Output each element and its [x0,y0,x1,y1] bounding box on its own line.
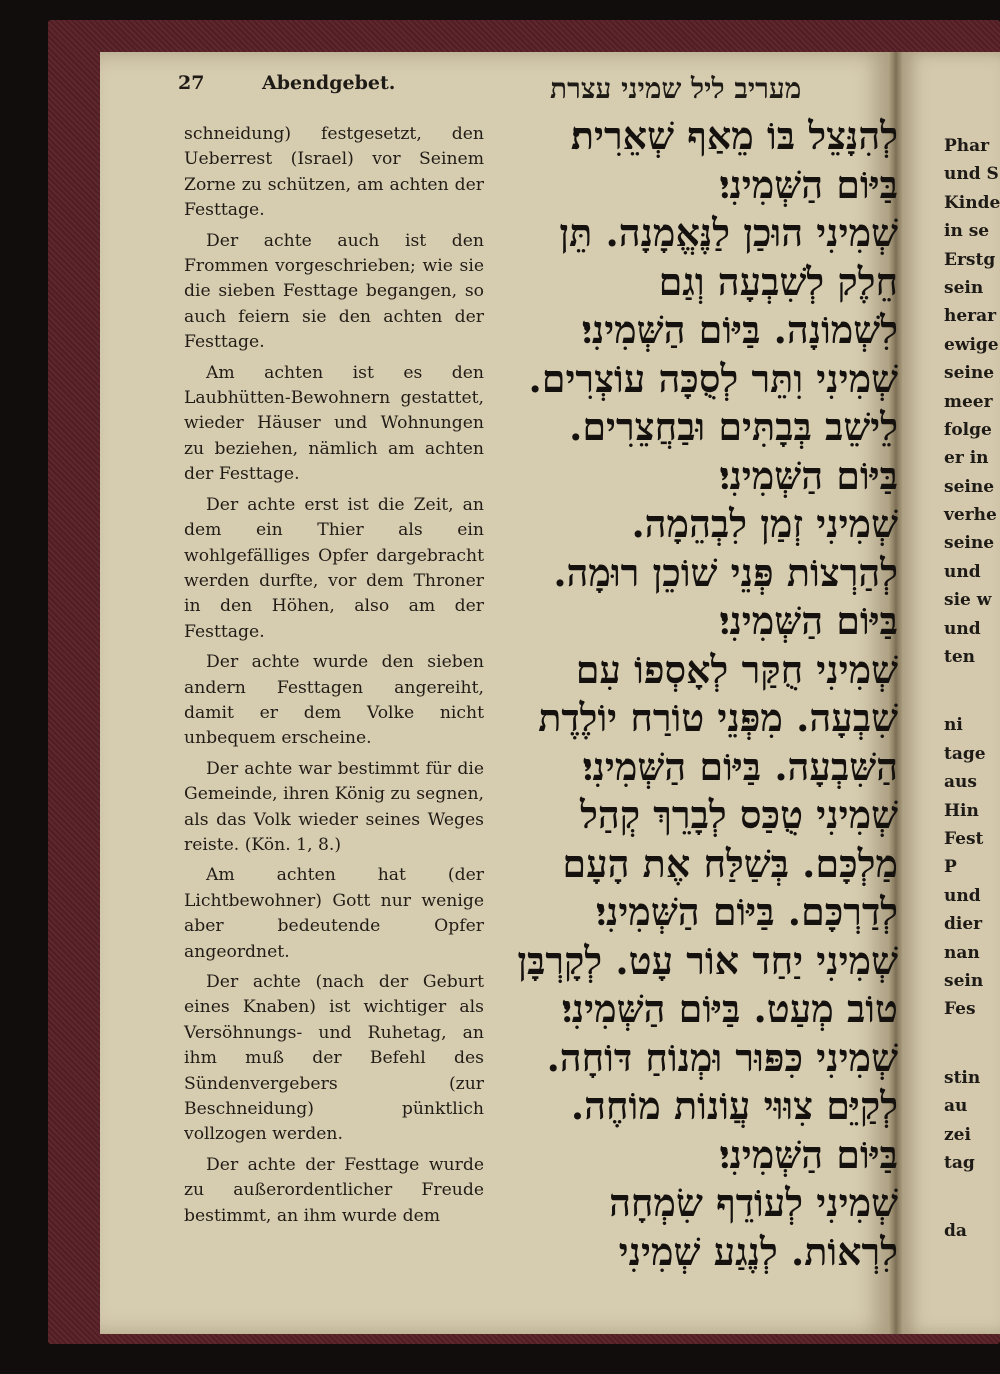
right-page-fragment: nan [944,942,980,963]
right-page-fragment: ewige [944,334,999,355]
right-page-fragment: Hin [944,800,979,821]
hebrew-text-column [500,112,898,1276]
german-paragraph: Der achte erst ist die Zeit, an dem ein Thier als ein wohlgefälliges Opfer dargebracht werden durfte, vor dem Throner in den Höhen, also am der Festtage. [184,494,484,642]
hebrew-line: לְקַיֵּם צִוּוּי עֲוֹנוֹת מוֹחֶה. [570,1083,898,1128]
right-page-fragment: Fest [944,828,984,849]
right-page-fragment: meer [944,391,993,412]
german-translation-column [184,122,484,1234]
german-paragraph: Der achte (nach der Geburt eines Knaben) ist wichtiger als Versöhnungs- und Ruhetag, an ihm muß der Befehl des Sündenvergebers (zur Beschneidung) pünktlich vollzogen werden. [184,972,484,1145]
right-page-fragment: Phar [944,136,990,156]
right-page-fragment: und [944,885,981,906]
right-page-fragment: Fes [944,999,976,1020]
hebrew-line: לְדַרְכָּם. בַּיּוֹם הַשְּׁמִינִי׃ [596,889,898,934]
right-page-fragment: Kinde [944,192,1000,213]
german-paragraph: Am achten hat (der Lichtbewohner) Gott nur wenige aber bedeutende Opfer angeordnet. [184,865,484,962]
hebrew-running-title: מעריב ליל שמיני עצרת [550,72,802,105]
german-paragraph: Der achte war bestimmt für die Gemeinde, ihren König zu segnen, als das Volk wieder seines Weges reiste. (Kön. 1, 8.) [184,758,484,855]
right-page-fragment: herar [944,306,997,327]
right-page-fragment [944,671,1000,711]
hebrew-line: לְהַרְצוֹת פְּנֵי שׁוֹכֵן רוּמָה. [553,549,898,595]
hebrew-line: בַּיּוֹם הַשְּׁמִינִי׃ [719,452,898,498]
right-page-fragment: seine [944,363,995,384]
hebrew-line: שְׁמִינִי כִּפּוּר וּמְנוֹחַ דּוֹחָה. [546,1034,898,1080]
right-page-fragment: da [944,1221,967,1242]
right-page-fragment: und [944,618,981,639]
right-page-fragment: dier [944,914,983,935]
hebrew-line: חֵלֶק לְשִׁבְעָה וְגַם [658,258,898,304]
right-page-fragment: sein [944,277,984,298]
right-page-fragment: tag [944,1152,975,1173]
right-page-fragment: zei [944,1124,971,1145]
german-paragraph: Der achte auch ist den Frommen vorgeschrieben; wie sie die sieben Festtage begangen, so auch feiern sie den achten der Festtage. [184,230,484,353]
german-paragraph: Am achten ist es den Laubhütten-Bewohnern gestattet, wieder Häuser und Wohnungen zu beziehen, nämlich am achten der Festtage. [184,362,484,485]
right-page-fragment: und [944,561,981,582]
right-page-fragment: tage [944,743,986,764]
hebrew-line: טוֹב מְעַט. בַּיּוֹם הַשְּׁמִינִי׃ [561,986,898,1031]
right-page-fragment: folge [944,419,992,440]
hebrew-line: שְׁמִינִי יַחַד אוֹר עָט. לְקָרְבָּן [517,937,898,983]
german-running-title: Abendgebet. [262,72,396,94]
right-page-fragment: verhe [944,505,997,526]
hebrew-line: בַּיּוֹם הַשְּׁמִינִי׃ [719,598,898,643]
right-page-fragment: er in [944,448,989,469]
german-paragraph: Der achte wurde den sieben andern Festtagen angereiht, damit er dem Volke nicht unbequem erscheine. [184,652,484,749]
page-number: 27 [178,72,205,94]
right-page-fragment: sein [944,970,984,991]
hebrew-line: מַלְכָּם. בְּשַׁלַּח אֶת הָעָם [562,840,898,886]
german-paragraph: Der achte der Festtage wurde zu außerordentlicher Freude bestimmt, an ihm wurde dem [184,1154,484,1226]
hebrew-line: שִׁבְעָה. מִפְּנֵי טוֹרַח יוֹלֶדֶת [538,695,898,740]
right-page-fragment: au [944,1096,968,1117]
right-page-fragment: seine [944,476,995,497]
hebrew-line: לִשְׁמוֹנָה. בַּיּוֹם הַשְּׁמִינִי׃ [581,307,898,352]
hebrew-line: שְׁמִינִי טֻכַּס לְבָרֵךְ קְהַל [580,792,898,837]
right-page-fragment: stin [944,1067,981,1088]
hebrew-line: שְׁמִינִי זְמַן לִבְהֵמָה. [631,501,898,546]
hebrew-line: שְׁמִינִי חֻקַּר לְאָסְפוֹ עִם [575,646,898,692]
right-page-fragment: ten [944,647,976,668]
hebrew-line: בַּיּוֹם הַשְּׁמִינִי׃ [719,1131,898,1177]
right-page-text-fragments [944,132,1000,1246]
hebrew-line: לִרְאוֹת. לְנֶגַע שְׁמִינִי [618,1228,898,1274]
hebrew-line: לְהִנָּצֵל בּוֹ מֵאַף שְׁאֵרִית׃ [570,113,898,158]
hebrew-line: הַשִּׁבְעָה. בַּיּוֹם הַשְּׁמִינִי׃ [582,743,898,789]
hebrew-line: שְׁמִינִי הוּכַן לַנֶּאֱמָנָה. תֵּן [559,210,898,255]
right-page-fragment: Erstg [944,249,996,270]
right-page-fragment [944,1177,1000,1217]
right-page-fragment: seine [944,533,995,554]
hebrew-line: שְׁמִינִי וִתֵּר לְסֻכָּה עוֹצְרִים. [528,355,898,401]
right-page-fragment: aus [944,772,977,793]
right-page-fragment: P [944,857,957,878]
right-page-fragment: und S [944,164,999,185]
right-page-fragment: in se [944,221,990,242]
hebrew-line: לֵישֵׁב בְּבָתִּים וּבַחֲצֵרִים. [569,404,898,449]
hebrew-line: בַּיּוֹם הַשְּׁמִינִי׃ [719,161,898,207]
german-paragraph: schneidung) festgesetzt, den Ueberrest (Israel) vor Seinem Zorne zu schützen, am achten der Festtage. [184,124,484,221]
right-page-fragment: sie w [944,590,992,611]
hebrew-line: שְׁמִינִי לְעוֹדֵף שִׂמְחָה [609,1180,898,1225]
right-page-fragment [944,1024,1000,1064]
right-page-fragment: ni [944,715,963,736]
